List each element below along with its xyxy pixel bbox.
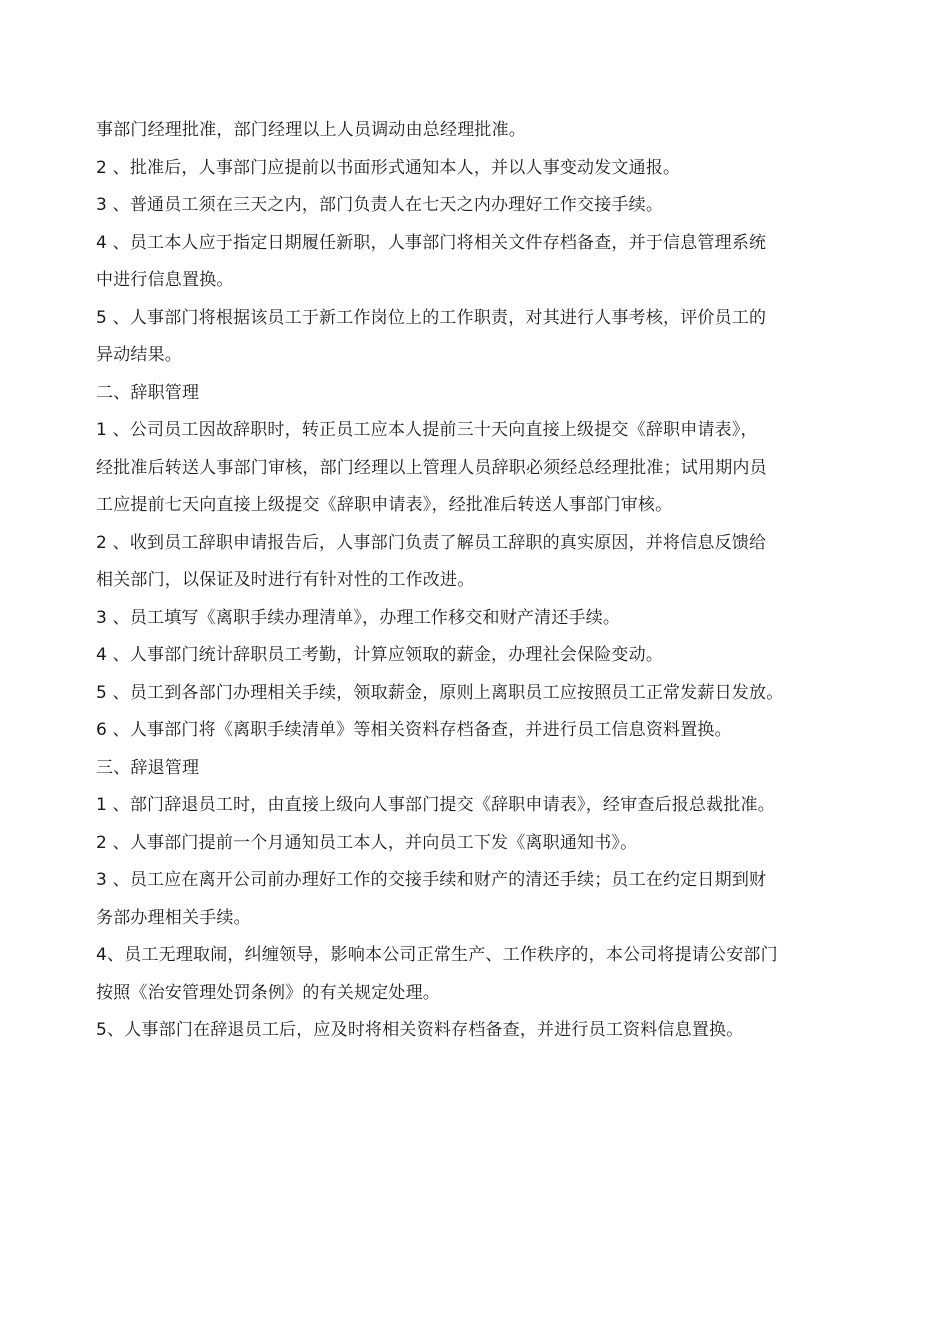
document-page <box>96 112 866 1050</box>
text-line: 1 、公司员工因故辞职时，转正员工应本人提前三十天向直接上级提交《辞职申请表》， <box>96 420 758 440</box>
text-line: 工应提前七天向直接上级提交《辞职申请表》，经批准后转送人事部门审核。 <box>96 495 673 515</box>
section-heading: 三、辞退管理 <box>96 757 200 778</box>
text-line: 5 、人事部门将根据该员工于新工作岗位上的工作职责，对其进行人事考核，评价员工的 <box>96 307 767 328</box>
text-line: 事部门经理批准，部门经理以上人员调动由总经理批准。 <box>96 120 526 140</box>
text-line: 异动结果。 <box>96 345 182 365</box>
text-line: 4 、人事部门统计辞职员工考勤，计算应领取的薪金，办理社会保险变动。 <box>96 645 664 665</box>
text-line: 4 、员工本人应于指定日期履任新职，人事部门将相关文件存档备查，并于信息管理系统 <box>96 232 767 253</box>
text-line: 相关部门，以保证及时进行有针对性的工作改进。 <box>96 570 475 590</box>
text-line: 3 、员工应在离开公司前办理好工作的交接手续和财产的清还手续；员工在约定日期到财 <box>96 870 767 890</box>
text-line: 2 、人事部门提前一个月通知员工本人，并向员工下发《离职通知书》。 <box>96 832 638 853</box>
text-line: 2 、收到员工辞职申请报告后，人事部门负责了解员工辞职的真实原因，并将信息反馈给 <box>96 532 767 553</box>
text-line: 6 、人事部门将《离职手续清单》等相关资料存档备查，并进行员工信息资料置换。 <box>96 720 732 740</box>
text-line: 5、人事部门在辞退员工后，应及时将相关资料存档备查，并进行员工资料信息置换。 <box>96 1020 744 1040</box>
section-heading: 二、辞职管理 <box>96 382 200 403</box>
text-line: 经批准后转送人事部门审核，部门经理以上管理人员辞职必须经总经理批准；试用期内员 <box>96 457 767 478</box>
text-line: 按照《治安管理处罚条例》的有关规定处理。 <box>96 982 440 1003</box>
text-line: 中进行信息置换。 <box>96 270 234 290</box>
text-line: 2 、批准后，人事部门应提前以书面形式通知本人，并以人事变动发文通报。 <box>96 157 681 178</box>
text-line: 务部办理相关手续。 <box>96 907 251 928</box>
text-line: 3 、员工填写《离职手续办理清单》，办理工作移交和财产清还手续。 <box>96 607 621 628</box>
text-line: 4、员工无理取闹，纠缠领导，影响本公司正常生产、工作秩序的，本公司将提请公安部门 <box>96 945 778 965</box>
text-line: 3 、普通员工须在三天之内，部门负责人在七天之内办理好工作交接手续。 <box>96 195 664 215</box>
text-line: 5 、员工到各部门办理相关手续，领取薪金，原则上离职员工应按照员工正常发薪日发放。 <box>96 682 784 703</box>
text-line: 1 、部门辞退员工时，由直接上级向人事部门提交《辞职申请表》，经审查后报总裁批准。 <box>96 795 775 815</box>
